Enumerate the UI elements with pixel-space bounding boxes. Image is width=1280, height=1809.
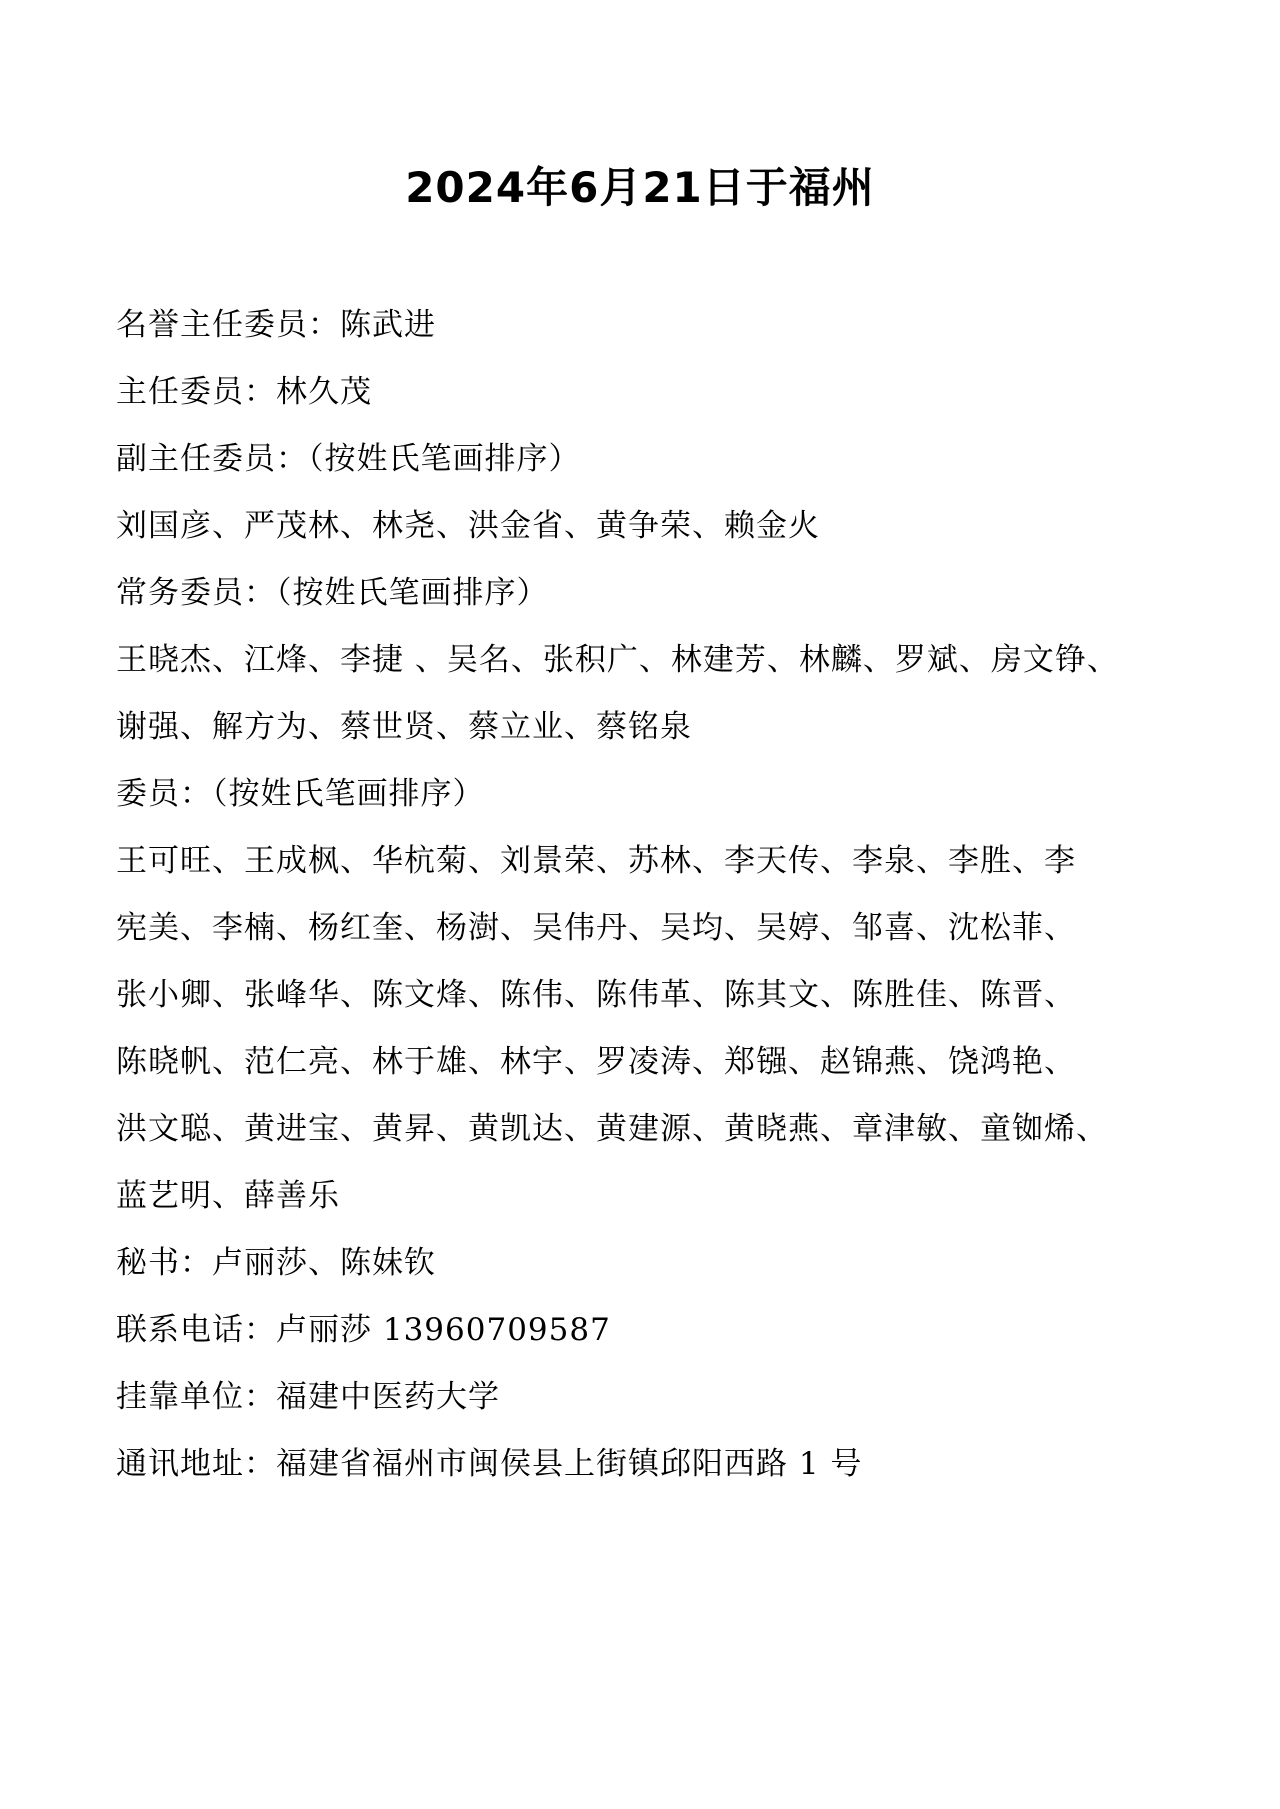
honorary-chair-label: 名誉主任委员： — [116, 307, 340, 343]
affiliation-value: 福建中医药大学 — [276, 1379, 500, 1415]
phone-value: 卢丽莎 13960709587 — [276, 1312, 611, 1348]
members-names-line-1: 王可旺、王成枫、华杭菊、刘景荣、苏林、李天传、李泉、李胜、李 — [116, 843, 1076, 879]
phone-line — [116, 1297, 1176, 1364]
members-names-line-5: 洪文聪、黄进宝、黄昇、黄凯达、黄建源、黄晓燕、章津敏、童铷烯、 — [116, 1111, 1108, 1147]
honorary-chair-name: 陈武进 — [340, 307, 436, 343]
honorary-chair-line — [116, 292, 1176, 359]
standing-members-names-line-2: 谢强、解方为、蔡世贤、蔡立业、蔡铭泉 — [116, 709, 692, 745]
members-names-line-6: 蓝艺明、薛善乐 — [116, 1178, 340, 1214]
affiliation-line — [116, 1364, 1176, 1431]
vice-chairs-names: 刘国彦、严茂林、林尧、洪金省、黄争荣、赖金火 — [116, 508, 820, 544]
address-label: 通讯地址： — [116, 1446, 276, 1482]
chair-line — [116, 359, 1176, 426]
address-value: 福建省福州市闽侯县上街镇邱阳西路 1 号 — [276, 1446, 863, 1482]
secretary-label: 秘书： — [116, 1245, 212, 1281]
affiliation-label: 挂靠单位： — [116, 1379, 276, 1415]
secretary-line — [116, 1230, 1176, 1297]
members-names-line-2: 宪美、李楠、杨红奎、杨澍、吴伟丹、吴均、吴婷、邹喜、沈松菲、 — [116, 910, 1076, 946]
standing-members-heading: 常务委员：（按姓氏笔画排序） — [116, 575, 549, 611]
vice-chairs-heading: 副主任委员：（按姓氏笔画排序） — [116, 441, 581, 477]
secretary-names: 卢丽莎、陈妹钦 — [212, 1245, 436, 1281]
committee-list — [116, 292, 1176, 1498]
address-line — [116, 1431, 1176, 1498]
chair-name: 林久茂 — [276, 374, 372, 410]
members-heading: 委员：（按姓氏笔画排序） — [116, 776, 485, 812]
phone-label: 联系电话： — [116, 1312, 276, 1348]
members-names-line-3: 张小卿、张峰华、陈文烽、陈伟、陈伟革、陈其文、陈胜佳、陈晋、 — [116, 977, 1076, 1013]
members-names-line-4: 陈晓帆、范仁亮、林于雄、林宇、罗凌涛、郑镪、赵锦燕、饶鸿艳、 — [116, 1044, 1076, 1080]
standing-members-names-line-1: 王晓杰、江烽、李捷 、吴名、张积广、林建芳、林麟、罗斌、房文铮、 — [116, 642, 1119, 678]
document-title: 2024年6月21日于福州 — [405, 163, 875, 212]
chair-label: 主任委员： — [116, 374, 276, 410]
